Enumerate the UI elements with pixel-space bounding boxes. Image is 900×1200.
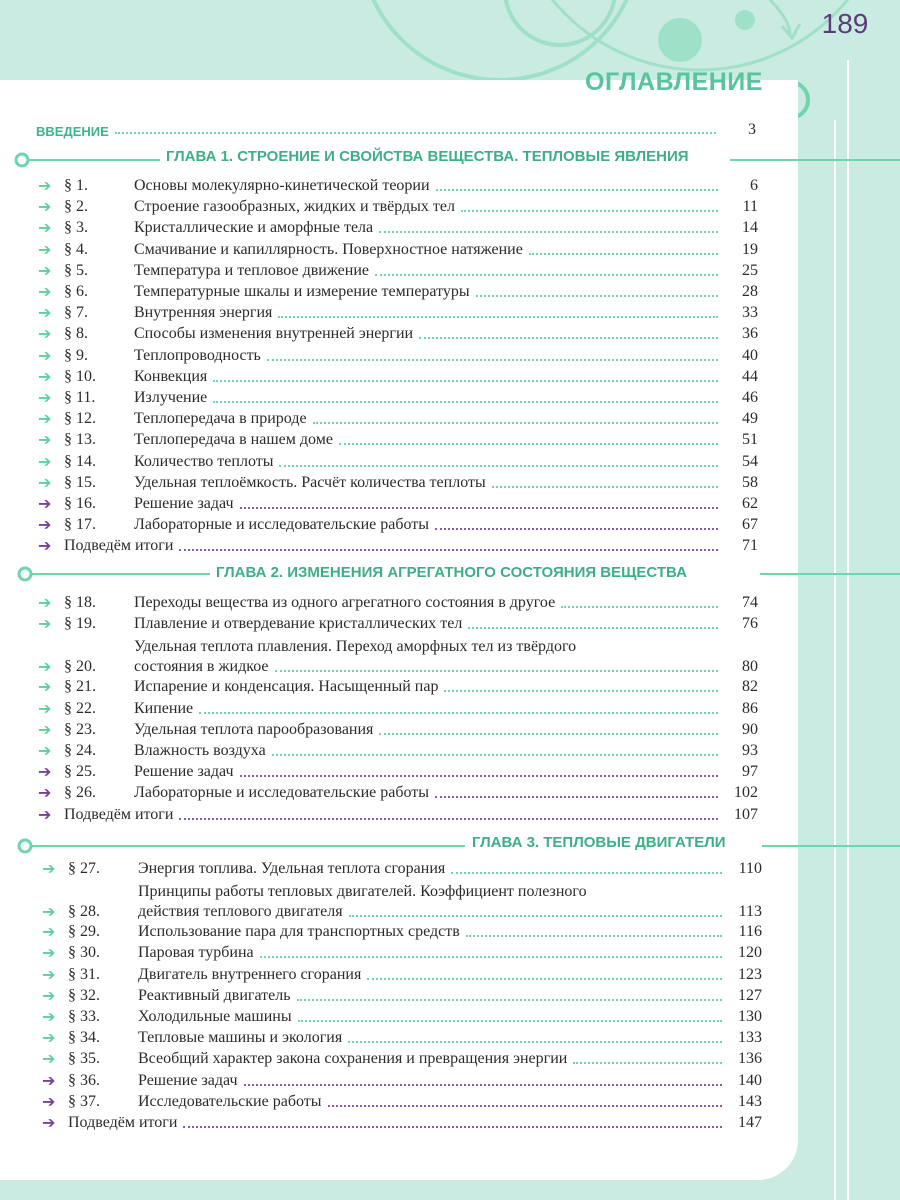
dot-leader bbox=[476, 295, 718, 297]
section-title: Плавление и отвердевание кристаллических тел bbox=[134, 615, 463, 633]
arrow-right-icon: ➔ bbox=[38, 282, 52, 301]
arrow-right-icon: ➔ bbox=[38, 388, 52, 407]
section-number: § 36. bbox=[68, 1071, 100, 1089]
dot-leader bbox=[179, 549, 718, 551]
entry-page: 97 bbox=[742, 763, 758, 781]
chapter-1-heading[interactable]: ГЛАВА 1. СТРОЕНИЕ И СВОЙСТВА ВЕЩЕСТВА. ТЕПЛОВЫЕ ЯВЛЕНИЯ bbox=[166, 148, 689, 165]
section-title: Реактивный двигатель bbox=[138, 986, 291, 1004]
entry-page: 130 bbox=[738, 1008, 762, 1025]
dot-leader bbox=[179, 818, 718, 820]
page-number: 189 bbox=[821, 8, 869, 39]
dot-leader bbox=[298, 1020, 722, 1022]
arrow-right-icon: ➔ bbox=[38, 677, 52, 697]
entry-page: 147 bbox=[738, 1114, 762, 1131]
toc-entry[interactable] bbox=[38, 452, 758, 472]
toc-entry[interactable] bbox=[38, 388, 758, 408]
section-number: § 24. bbox=[64, 742, 96, 759]
section-title: Теплопередача в природе bbox=[134, 410, 307, 428]
toc-entry[interactable] bbox=[42, 1049, 762, 1069]
section-number: § 28. bbox=[68, 903, 100, 921]
section-title: Строение газообразных, жидких и твёрдых тел bbox=[134, 198, 455, 216]
arrow-right-icon: ➔ bbox=[42, 1007, 56, 1026]
dot-leader bbox=[272, 754, 718, 756]
entry-page: 76 bbox=[742, 615, 758, 633]
toc-entry[interactable] bbox=[38, 303, 758, 323]
toc-entry[interactable] bbox=[38, 677, 758, 697]
arrow-right-icon: ➔ bbox=[38, 239, 52, 259]
section-title: Кристаллические и аморфные тела bbox=[134, 219, 374, 237]
summary-title: Подведём итоги bbox=[64, 805, 174, 823]
arrow-right-icon: ➔ bbox=[38, 345, 52, 365]
toc-entry[interactable] bbox=[38, 515, 758, 535]
entry-page: 3 bbox=[748, 121, 756, 138]
section-title: Лабораторные и исследовательские работы bbox=[134, 784, 430, 802]
section-title: Температура и тепловое движение bbox=[134, 261, 369, 279]
dot-leader bbox=[492, 486, 718, 488]
entry-page: 25 bbox=[742, 261, 758, 279]
toc-entry[interactable] bbox=[42, 1113, 762, 1133]
entry-page: 123 bbox=[738, 965, 762, 983]
toc-entry[interactable] bbox=[38, 720, 758, 740]
toc-entry[interactable] bbox=[42, 986, 762, 1006]
dot-leader bbox=[461, 210, 718, 212]
entry-page: 6 bbox=[750, 177, 758, 194]
section-number: § 19. bbox=[64, 615, 96, 633]
toc-entry[interactable] bbox=[42, 943, 762, 963]
entry-page: 116 bbox=[738, 923, 762, 941]
dot-leader bbox=[435, 528, 718, 530]
toc-entry[interactable] bbox=[38, 805, 758, 825]
section-title-continued: состояния в жидкое bbox=[134, 658, 269, 676]
dot-leader bbox=[561, 606, 718, 608]
section-title: Температурные шкалы и измерение температуры bbox=[134, 283, 470, 300]
toc-entry[interactable] bbox=[38, 367, 758, 387]
section-number: § 5. bbox=[64, 261, 88, 279]
entry-page: 143 bbox=[738, 1092, 762, 1110]
toc-entry[interactable] bbox=[42, 1071, 762, 1091]
section-title: Решение задач bbox=[134, 763, 234, 781]
dot-leader bbox=[183, 1126, 722, 1128]
toc-entry[interactable] bbox=[38, 536, 758, 556]
entry-page: 113 bbox=[738, 903, 762, 921]
section-number: § 20. bbox=[64, 658, 96, 676]
section-title-continued: действия теплового двигателя bbox=[138, 903, 343, 921]
arrow-right-icon: ➔ bbox=[38, 719, 52, 739]
chapter-3-heading[interactable]: ГЛАВА 3. ТЕПЛОВЫЕ ДВИГАТЕЛИ bbox=[472, 834, 726, 851]
dot-leader bbox=[240, 775, 718, 777]
dot-leader bbox=[115, 132, 716, 134]
arrow-right-icon: ➔ bbox=[38, 804, 52, 824]
summary-title: Подведём итоги bbox=[64, 537, 174, 555]
toc-title: ОГЛАВЛЕНИЕ bbox=[585, 68, 763, 96]
section-title: Внутренняя энергия bbox=[134, 304, 273, 322]
entry-page: 90 bbox=[742, 720, 758, 738]
arrow-right-icon: ➔ bbox=[38, 536, 52, 556]
dot-leader bbox=[313, 422, 718, 424]
dot-leader bbox=[328, 1105, 723, 1107]
section-number: § 33. bbox=[68, 1008, 100, 1025]
section-number: § 30. bbox=[68, 944, 100, 962]
section-number: § 27. bbox=[68, 860, 100, 877]
dot-leader bbox=[213, 401, 718, 403]
entry-page: 140 bbox=[738, 1071, 762, 1089]
arrow-right-icon: ➔ bbox=[38, 430, 52, 450]
section-title: Количество теплоты bbox=[134, 452, 274, 470]
dot-leader bbox=[379, 231, 718, 233]
section-number: § 21. bbox=[64, 678, 96, 696]
arrow-right-icon: ➔ bbox=[38, 741, 52, 760]
section-number: § 7. bbox=[64, 304, 88, 322]
arrow-right-icon: ➔ bbox=[42, 1049, 56, 1069]
entry-page: 58 bbox=[742, 473, 758, 491]
arrow-right-icon: ➔ bbox=[38, 303, 52, 323]
dot-leader bbox=[444, 690, 718, 692]
section-number: § 37. bbox=[68, 1092, 100, 1110]
entry-page: 136 bbox=[738, 1050, 762, 1068]
section-title: Излучение bbox=[134, 389, 208, 406]
dot-leader bbox=[451, 872, 722, 874]
section-number: § 32. bbox=[68, 986, 100, 1004]
section-title: Испарение и конденсация. Насыщенный пар bbox=[134, 678, 439, 696]
section-title: Принципы работы тепловых двигателей. Коэффициент полезного bbox=[138, 883, 587, 901]
section-number: § 15. bbox=[64, 473, 96, 491]
section-number: § 22. bbox=[64, 699, 96, 717]
entry-page: 71 bbox=[742, 537, 758, 555]
arrow-right-icon: ➔ bbox=[42, 1028, 56, 1048]
section-title: Удельная теплоёмкость. Расчёт количества теплоты bbox=[134, 473, 486, 491]
arrow-right-icon: ➔ bbox=[38, 409, 52, 429]
toc-entry[interactable] bbox=[38, 635, 758, 677]
section-title: Исследовательские работы bbox=[138, 1092, 322, 1110]
section-title: Использование пара для транспортных средств bbox=[138, 923, 460, 941]
arrow-right-icon: ➔ bbox=[42, 1091, 56, 1111]
entry-page: 46 bbox=[742, 389, 758, 406]
toc-entry[interactable] bbox=[38, 614, 758, 634]
arrow-right-icon: ➔ bbox=[38, 472, 52, 492]
section-title: Конвекция bbox=[134, 367, 208, 385]
entry-page: 19 bbox=[742, 240, 758, 258]
toc-entry[interactable] bbox=[42, 922, 762, 942]
arrow-right-icon: ➔ bbox=[38, 451, 52, 471]
section-title: Теплопередача в нашем доме bbox=[134, 431, 333, 449]
section-title: Решение задач bbox=[138, 1071, 238, 1089]
section-number: § 6. bbox=[64, 283, 88, 300]
section-title: Паровая турбина bbox=[138, 944, 254, 962]
toc-entry[interactable] bbox=[38, 197, 758, 217]
arrow-right-icon: ➔ bbox=[38, 593, 52, 612]
dot-leader bbox=[279, 465, 718, 467]
arrow-right-icon: ➔ bbox=[38, 494, 52, 513]
introduction-label: ВВЕДЕНИЕ bbox=[36, 124, 109, 139]
dot-leader bbox=[466, 935, 722, 937]
dot-leader bbox=[529, 253, 718, 255]
arrow-right-icon: ➔ bbox=[38, 783, 52, 803]
entry-page: 44 bbox=[742, 367, 758, 385]
toc-entry[interactable] bbox=[42, 965, 762, 985]
section-title: Удельная теплота плавления. Переход аморфных тел из твёрдого bbox=[134, 638, 577, 656]
section-title: Холодильные машины bbox=[138, 1008, 292, 1025]
entry-page: 82 bbox=[742, 678, 758, 696]
entry-page: 49 bbox=[742, 410, 758, 428]
dot-leader bbox=[240, 507, 718, 509]
dot-leader bbox=[436, 189, 718, 191]
section-title: Энергия топлива. Удельная теплота сгорания bbox=[138, 860, 446, 877]
toc-entry[interactable] bbox=[42, 1007, 762, 1027]
section-number: § 8. bbox=[64, 325, 88, 343]
section-title: Всеобщий характер закона сохранения и превращения энергии bbox=[138, 1050, 568, 1068]
entry-page: 133 bbox=[738, 1029, 762, 1047]
arrow-right-icon: ➔ bbox=[42, 1113, 56, 1132]
section-number: § 29. bbox=[68, 923, 100, 941]
section-number: § 12. bbox=[64, 410, 96, 428]
toc-entry[interactable] bbox=[38, 699, 758, 719]
dot-leader bbox=[419, 337, 718, 339]
arrow-right-icon: ➔ bbox=[38, 260, 52, 280]
toc-entry[interactable] bbox=[38, 282, 758, 302]
arrow-right-icon: ➔ bbox=[38, 218, 52, 238]
section-title: Переходы вещества из одного агрегатного состояния в другое bbox=[134, 594, 556, 611]
toc-entry[interactable] bbox=[38, 409, 758, 429]
section-number: § 34. bbox=[68, 1029, 100, 1047]
entry-page: 33 bbox=[742, 304, 758, 322]
section-number: § 10. bbox=[64, 367, 96, 385]
entry-page: 67 bbox=[742, 516, 758, 534]
toc-entry[interactable] bbox=[38, 741, 758, 761]
entry-page: 110 bbox=[738, 860, 762, 877]
entry-page: 102 bbox=[734, 784, 758, 802]
section-title: Теплопроводность bbox=[134, 346, 261, 364]
arrow-right-icon: ➔ bbox=[38, 657, 52, 677]
section-title: Влажность воздуха bbox=[134, 742, 266, 759]
dot-leader bbox=[349, 915, 722, 917]
toc-entry[interactable] bbox=[42, 1092, 762, 1112]
section-number: § 2. bbox=[64, 198, 88, 216]
arrow-right-icon: ➔ bbox=[38, 366, 52, 386]
toc-entry[interactable] bbox=[42, 880, 762, 922]
section-title: Смачивание и капиллярность. Поверхностное натяжение bbox=[134, 240, 523, 258]
entry-page: 40 bbox=[742, 346, 758, 364]
toc-entry[interactable] bbox=[38, 430, 758, 450]
toc-entry[interactable] bbox=[38, 783, 758, 803]
dot-leader bbox=[379, 733, 718, 735]
arrow-right-icon: ➔ bbox=[38, 762, 52, 782]
dot-leader bbox=[199, 712, 718, 714]
dot-leader bbox=[375, 274, 718, 276]
entry-page: 93 bbox=[742, 742, 758, 759]
section-number: § 23. bbox=[64, 720, 96, 738]
section-number: § 3. bbox=[64, 219, 88, 237]
dot-leader bbox=[275, 670, 719, 672]
section-title: Лабораторные и исследовательские работы bbox=[134, 516, 430, 534]
entry-page: 86 bbox=[742, 699, 758, 717]
entry-page: 127 bbox=[738, 986, 762, 1004]
arrow-right-icon: ➔ bbox=[42, 1070, 56, 1090]
dot-leader bbox=[297, 999, 722, 1001]
section-number: § 25. bbox=[64, 763, 96, 781]
toc-entry[interactable] bbox=[38, 261, 758, 281]
arrow-right-icon: ➔ bbox=[42, 859, 56, 878]
section-number: § 13. bbox=[64, 431, 96, 449]
arrow-right-icon: ➔ bbox=[42, 964, 56, 984]
entry-page: 62 bbox=[742, 495, 758, 512]
toc-entry-introduction[interactable] bbox=[36, 119, 756, 139]
toc-entry[interactable] bbox=[38, 218, 758, 238]
chapter-2-heading[interactable]: ГЛАВА 2. ИЗМЕНЕНИЯ АГРЕГАТНОГО СОСТОЯНИЯ ВЕЩЕСТВА bbox=[216, 564, 687, 581]
arrow-right-icon: ➔ bbox=[38, 176, 52, 195]
arrow-right-icon: ➔ bbox=[38, 324, 52, 344]
arrow-right-icon: ➔ bbox=[38, 197, 52, 217]
dot-leader bbox=[278, 316, 718, 318]
dot-leader bbox=[348, 1041, 722, 1043]
dot-leader bbox=[573, 1062, 722, 1064]
entry-page: 11 bbox=[742, 198, 758, 216]
section-title: Тепловые машины и экология bbox=[138, 1029, 343, 1047]
arrow-right-icon: ➔ bbox=[42, 902, 56, 922]
arrow-right-icon: ➔ bbox=[38, 614, 52, 634]
section-title: Способы изменения внутренней энергии bbox=[134, 325, 414, 343]
toc-entry[interactable] bbox=[38, 324, 758, 344]
section-number: § 18. bbox=[64, 594, 96, 611]
dot-leader bbox=[339, 443, 718, 445]
dot-leader bbox=[367, 978, 722, 980]
section-number: § 26. bbox=[64, 784, 96, 802]
toc-entry[interactable] bbox=[38, 494, 758, 514]
section-number: § 14. bbox=[64, 452, 96, 470]
arrow-right-icon: ➔ bbox=[38, 515, 52, 535]
toc-entry[interactable] bbox=[38, 240, 758, 260]
toc-entry[interactable] bbox=[42, 859, 762, 879]
section-number: § 9. bbox=[64, 346, 88, 364]
entry-page: 80 bbox=[742, 658, 758, 676]
dot-leader bbox=[244, 1084, 722, 1086]
section-title: Удельная теплота парообразования bbox=[134, 720, 374, 738]
dot-leader bbox=[213, 380, 718, 382]
entry-page: 36 bbox=[742, 325, 758, 343]
entry-page: 28 bbox=[742, 283, 758, 300]
summary-title: Подведём итоги bbox=[68, 1114, 178, 1131]
arrow-right-icon: ➔ bbox=[38, 698, 52, 718]
dot-leader bbox=[260, 956, 722, 958]
section-title: Решение задач bbox=[134, 495, 234, 512]
entry-page: 74 bbox=[742, 594, 758, 611]
toc-entry[interactable] bbox=[38, 176, 758, 196]
toc-entry[interactable] bbox=[38, 473, 758, 493]
dot-leader bbox=[468, 627, 718, 629]
section-number: § 4. bbox=[64, 240, 88, 258]
section-number: § 35. bbox=[68, 1050, 100, 1068]
section-number: § 16. bbox=[64, 495, 96, 512]
entry-page: 14 bbox=[742, 219, 758, 237]
dot-leader bbox=[267, 359, 718, 361]
toc-entry[interactable] bbox=[38, 346, 758, 366]
arrow-right-icon: ➔ bbox=[42, 943, 56, 963]
section-number: § 31. bbox=[68, 965, 100, 983]
section-number: § 11. bbox=[64, 389, 96, 406]
toc-entry[interactable] bbox=[38, 593, 758, 613]
arrow-right-icon: ➔ bbox=[42, 985, 56, 1005]
section-title: Двигатель внутреннего сгорания bbox=[138, 965, 362, 983]
dot-leader bbox=[435, 796, 718, 798]
section-title: Основы молекулярно-кинетической теории bbox=[134, 177, 430, 194]
toc-entry[interactable] bbox=[38, 762, 758, 782]
toc-entry[interactable] bbox=[42, 1028, 762, 1048]
arrow-right-icon: ➔ bbox=[42, 922, 56, 942]
entry-page: 120 bbox=[738, 944, 762, 962]
entry-page: 107 bbox=[734, 805, 758, 823]
entry-page: 51 bbox=[742, 431, 758, 449]
section-number: § 17. bbox=[64, 516, 96, 534]
entry-page: 54 bbox=[742, 452, 758, 470]
section-title: Кипение bbox=[134, 699, 194, 717]
section-number: § 1. bbox=[64, 177, 88, 194]
